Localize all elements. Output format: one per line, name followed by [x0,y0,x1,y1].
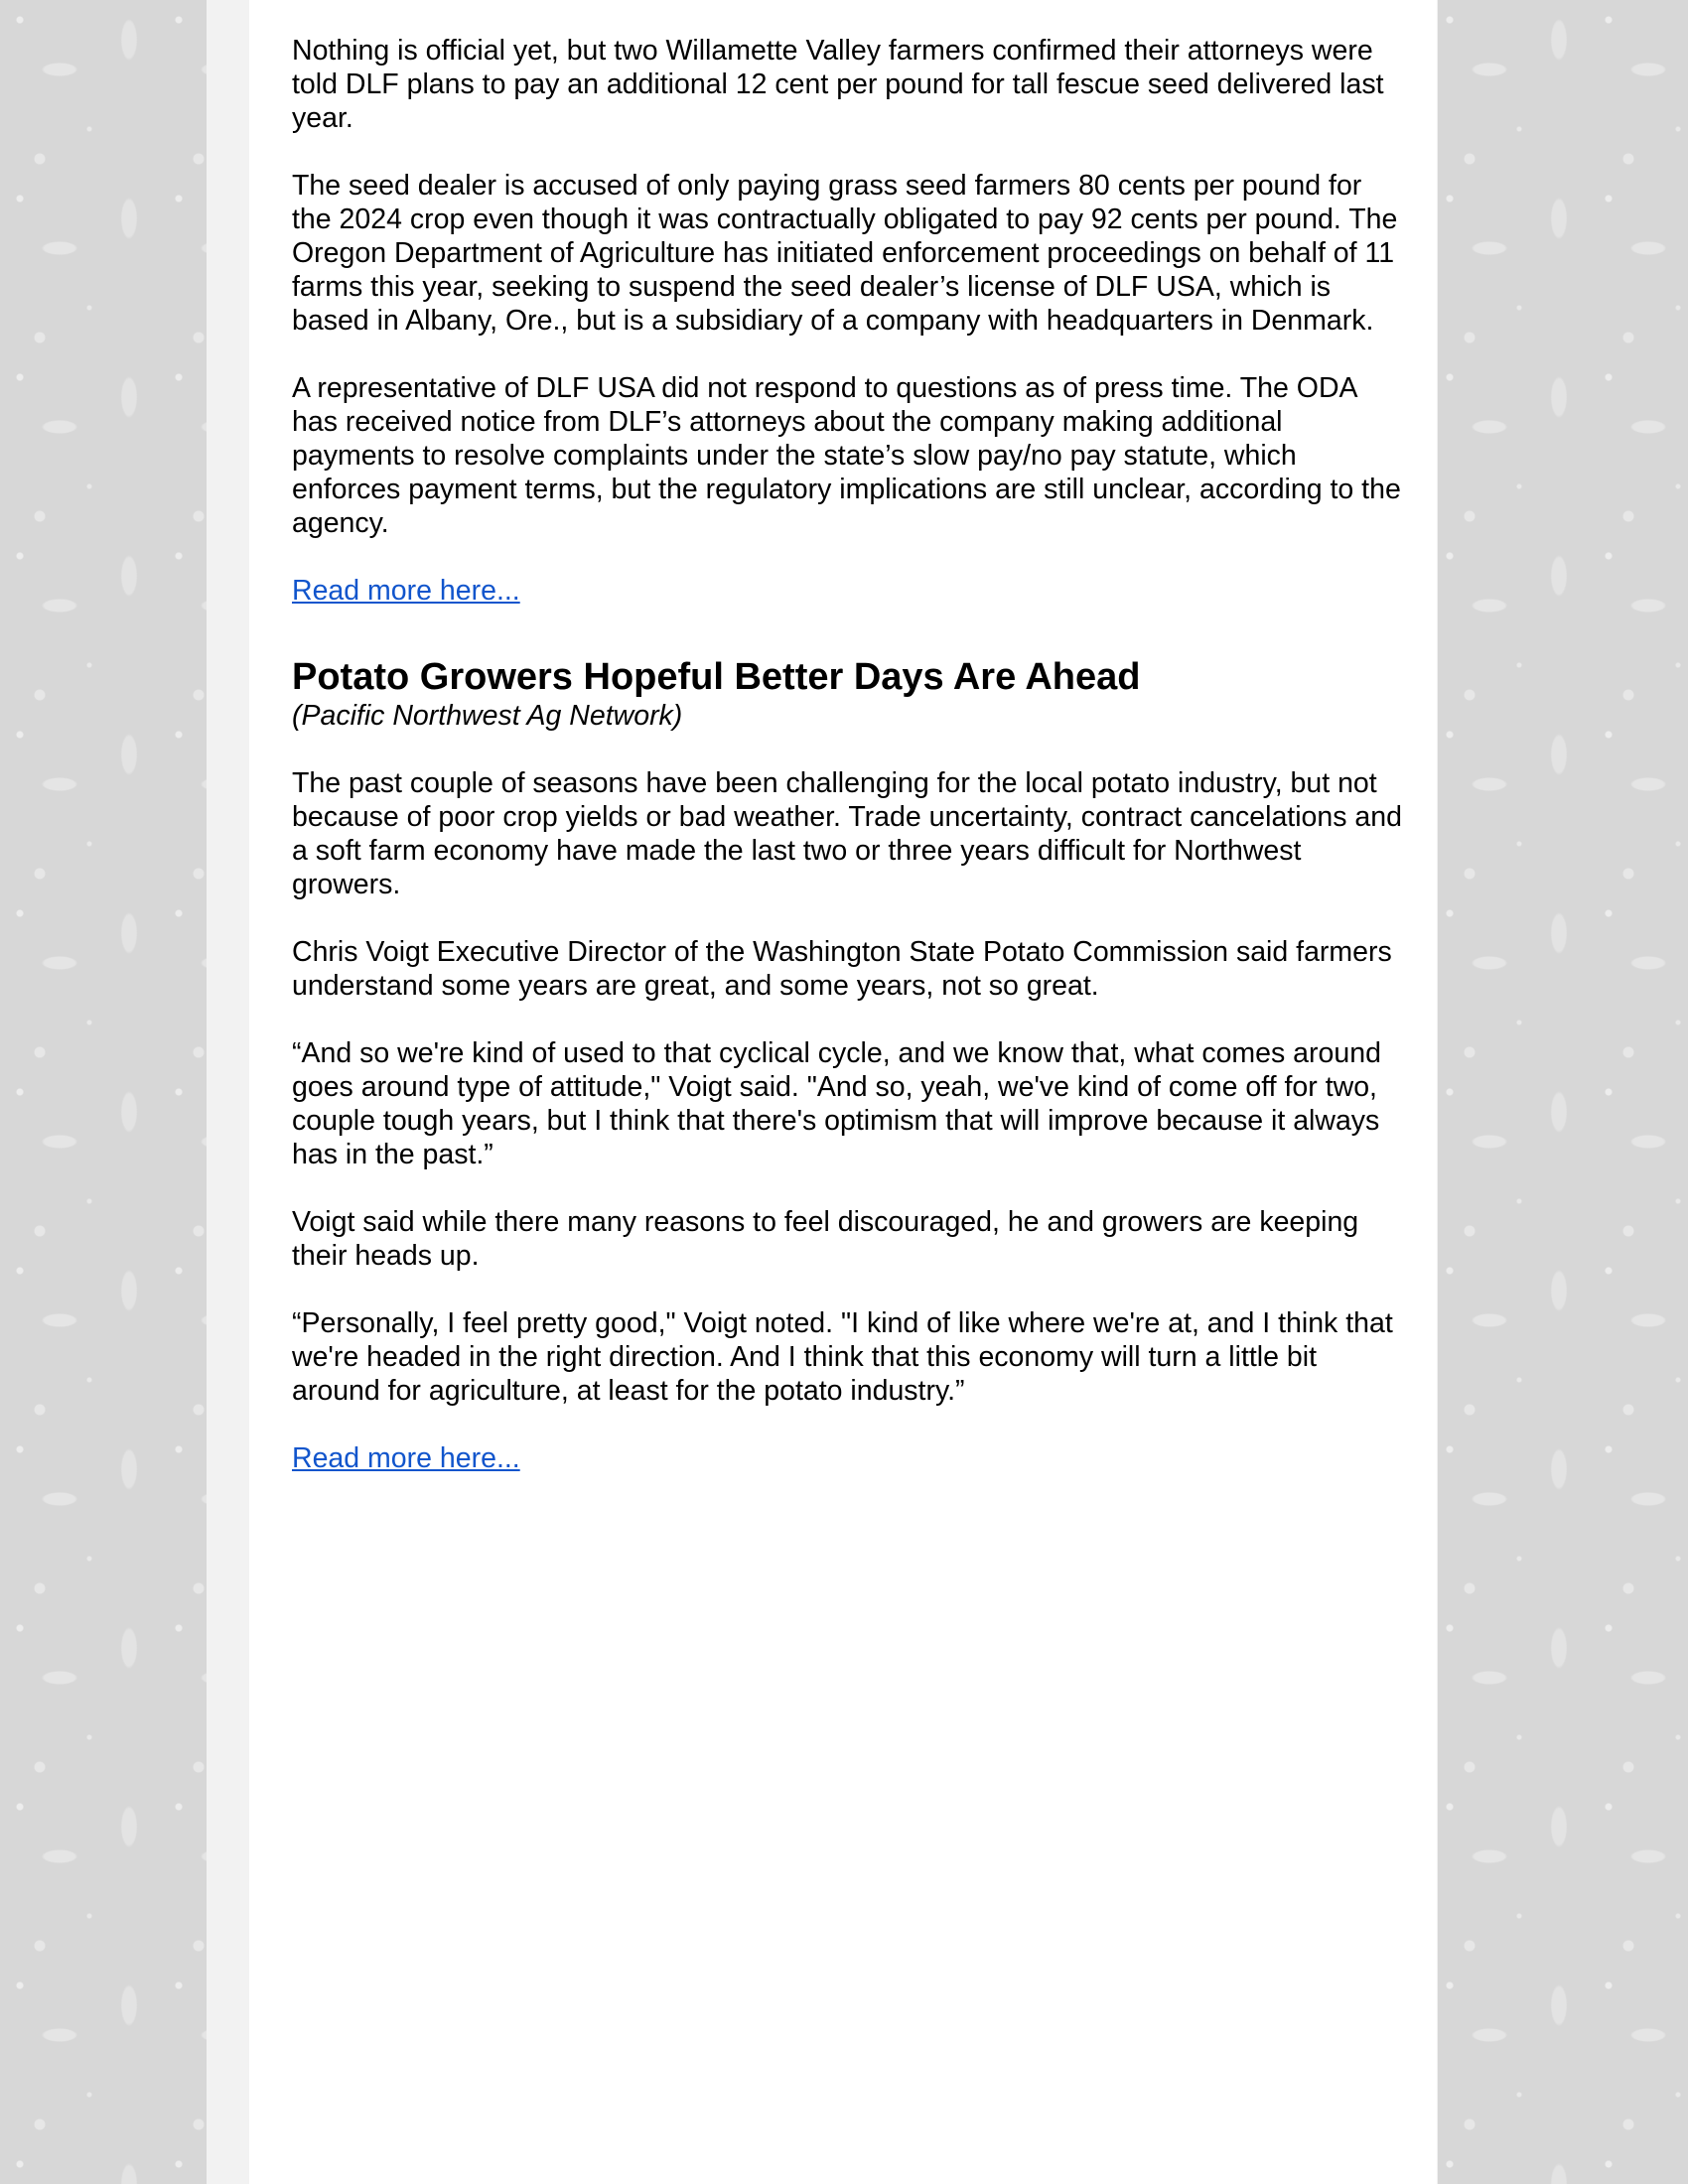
article-paragraph: “And so we're kind of used to that cyclical cycle, and we know that, what comes around goes around type of attitude," Voigt said. "And so, yeah, we've kind of come off for two, couple tough years, but I think that there's optimism that will improve because it always has in the past.” [292,1037,1381,1170]
article-potato-growers [292,655,1404,1475]
article-source: (Pacific Northwest Ag Network) [292,700,683,732]
article-paragraph: A representative of DLF USA did not respond to questions as of press time. The ODA has received notice from DLF’s attorneys about the company making additional payments to resolve complaints under the state’s slow pay/no pay statute, which enforces payment terms, but the regulatory implications are still unclear, according to the agency. [292,372,1401,539]
read-more-link[interactable]: Read more here... [292,1442,520,1474]
article-dlf-seed-payments [292,34,1404,641]
read-more-link[interactable]: Read more here... [292,575,520,607]
article-headline: Potato Growers Hopeful Better Days Are Ahead [292,656,1141,698]
article-paragraph: The past couple of seasons have been challenging for the local potato industry, but not because of poor crop yields or bad weather. Trade uncertainty, contract cancelations and a soft farm economy have made the last two or three years difficult for Northwest growers. [292,767,1402,900]
article-paragraph: Chris Voigt Executive Director of the Washington State Potato Commission said farmers understand some years are great, and some years, not so great. [292,936,1392,1002]
section-spacer [292,608,1404,641]
article-paragraph: “Personally, I feel pretty good," Voigt noted. "I kind of like where we're at, and I think that we're headed in the right direction. And I think that this economy will turn a little bit around for agriculture, at least for the potato industry.” [292,1307,1393,1407]
article-paragraph: The seed dealer is accused of only paying grass seed farmers 80 cents per pound for the 2024 crop even though it was contractually obligated to pay 92 cents per pound. The Oregon Department of Agriculture has initiated enforcement proceedings on behalf of 11 farms this year, seeking to suspend the seed dealer’s license of DLF USA, which is based in Albany, Ore., but is a subsidiary of a company with headquarters in Denmark. [292,170,1398,337]
newsletter-body [292,34,1404,1475]
article-paragraph: Voigt said while there many reasons to feel discouraged, he and growers are keeping their heads up. [292,1206,1359,1272]
article-paragraph: Nothing is official yet, but two Willamette Valley farmers confirmed their attorneys were told DLF plans to pay an additional 12 cent per pound for tall fescue seed delivered last year. [292,35,1384,134]
